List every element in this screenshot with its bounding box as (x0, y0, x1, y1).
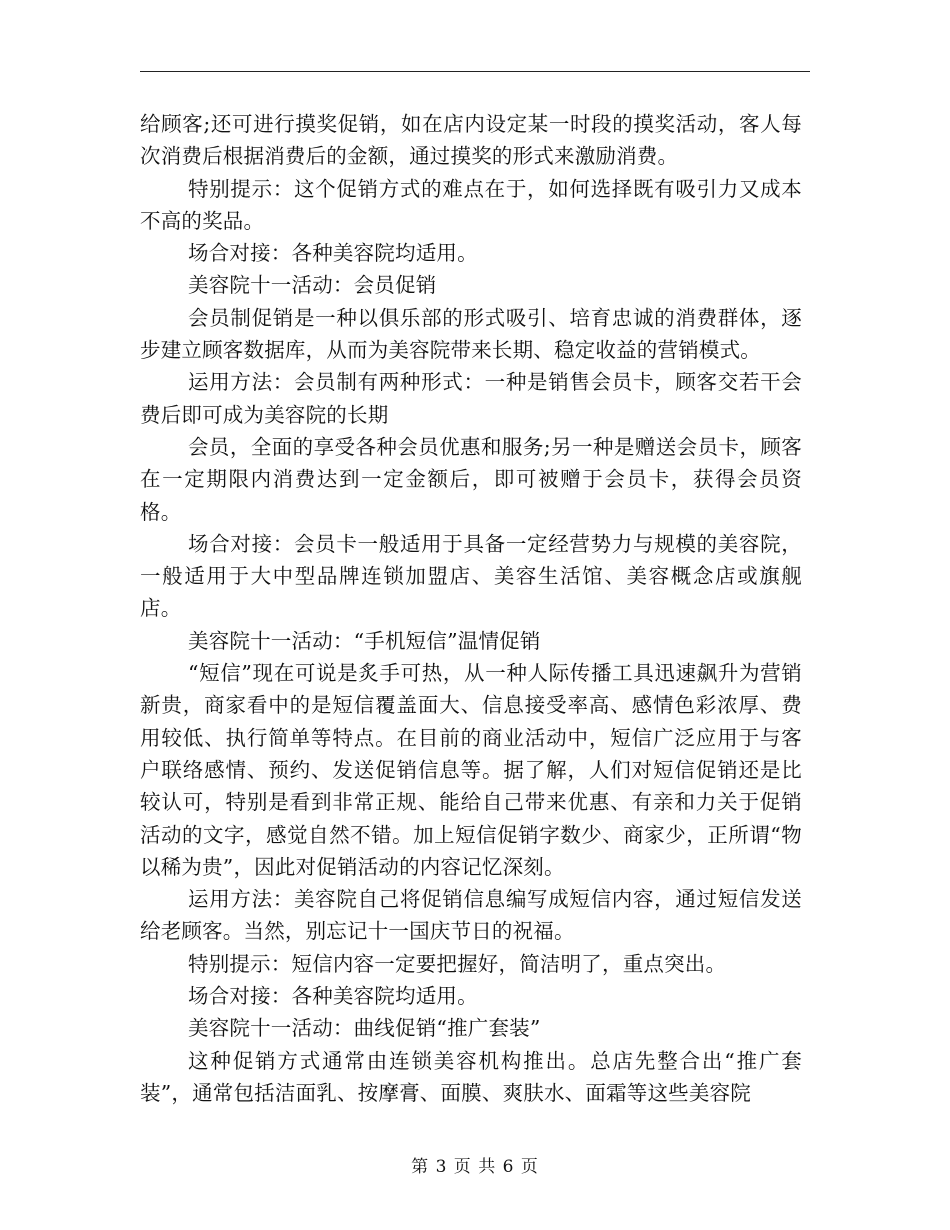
paragraph: 给顾客;还可进行摸奖促销，如在店内设定某一时段的摸奖活动，客人每次消费后根据消费后的金额，通过摸奖的形式来激励消费。 (140, 112, 802, 169)
paragraph: 这种促销方式通常由连锁美容机构推出。总店先整合出“推广套装”，通常包括洁面乳、按摩膏、面膜、爽肤水、面霜等这些美容院 (140, 1048, 802, 1105)
section-heading: 美容院十一活动：会员促销 (188, 273, 437, 298)
paragraph: 场合对接：会员卡一般适用于具备一定经营势力与规模的美容院，一般适用于大中型品牌连锁加盟店、美容生活馆、美容概念店或旗舰店。 (140, 531, 802, 621)
section-heading: 美容院十一活动：曲线促销“推广套装” (188, 1016, 541, 1041)
paragraph: 场合对接：各种美容院均适用。 (188, 241, 478, 266)
header-rule (140, 71, 810, 72)
paragraph: 特别提示：这个促销方式的难点在于，如何选择既有吸引力又成本不高的奖品。 (140, 176, 802, 233)
paragraph: “短信”现在可说是炙手可热，从一种人际传播工具迅速飙升为营销新贵，商家看中的是短信覆盖面大、信息接受率高、感情色彩浓厚、费用较低、执行简单等特点。在目前的商业活动中，短信广泛应用于与客户联络感情、预约、发送促销信息等。据了解，人们对短信促销还是比较认可，特别是看到非常正规、能给自己带来优惠、有亲和力关于促销活动的文字，感觉自然不错。加上短信促销字数少、商家少，正所谓“物以稀为贵”，因此对促销活动的内容记忆深刻。 (140, 661, 802, 879)
paragraph: 会员，全面的享受各种会员优惠和服务;另一种是赠送会员卡，顾客在一定期限内消费达到一定金额后，即可被赠于会员卡，获得会员资格。 (140, 434, 802, 524)
paragraph: 场合对接：各种美容院均适用。 (188, 984, 478, 1009)
paragraph: 运用方法：会员制有两种形式：一种是销售会员卡，顾客交若干会费后即可成为美容院的长期 (140, 370, 802, 427)
paragraph: 特别提示：短信内容一定要把握好，简洁明了，重点突出。 (188, 951, 727, 976)
page-number: 第 3 页 共 6 页 (411, 1157, 539, 1177)
paragraph: 会员制促销是一种以俱乐部的形式吸引、培育忠诚的消费群体，逐步建立顾客数据库，从而为美容院带来长期、稳定收益的营销模式。 (140, 305, 802, 363)
section-heading: 美容院十一活动：“手机短信”温情促销 (188, 628, 541, 653)
paragraph: 运用方法：美容院自己将促销信息编写成短信内容，通过短信发送给老顾客。当然，别忘记十一国庆节日的祝福。 (140, 887, 802, 944)
document-body (140, 108, 802, 1109)
